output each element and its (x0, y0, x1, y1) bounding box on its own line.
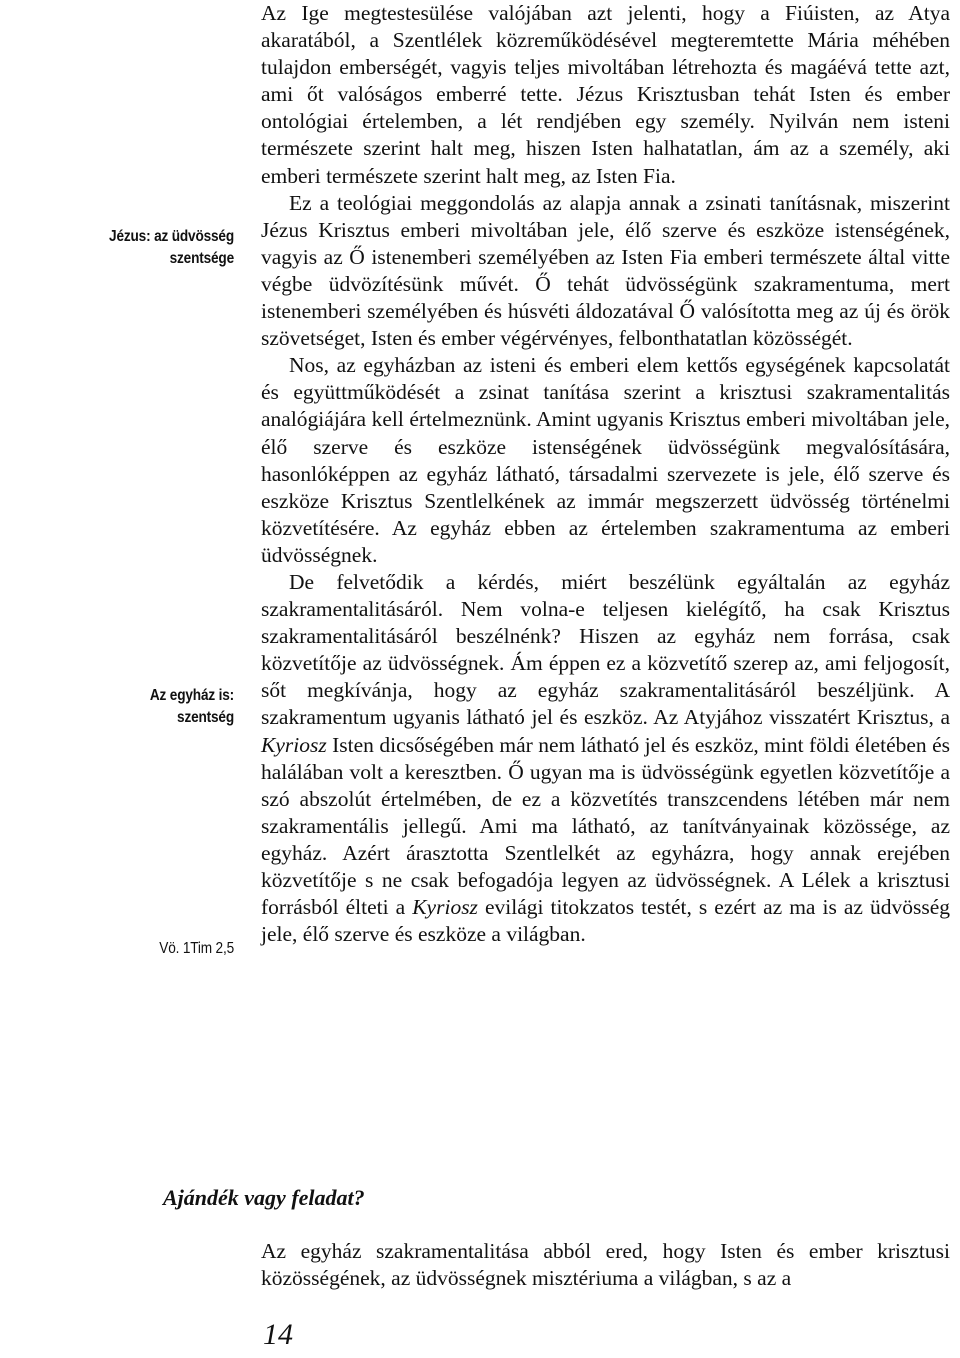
page-number: 14 (263, 1318, 293, 1351)
margin-note-reference (49, 938, 234, 960)
section-paragraph: Az egyház szakramentalitása abból ered, hogy Isten és ember krisztusi közösségének, az üdvösségnek misztériuma a világban, s az a (261, 1239, 950, 1291)
kyriosz-term: Kyriosz (412, 895, 478, 920)
main-text (261, 0, 950, 948)
margin-note-jezus-line2: szentsége (169, 250, 234, 267)
margin-note-jezus-line1: Jézus: az üdvösség (109, 228, 234, 245)
paragraph-4-part-c: evilági titokzatos testét, s ezért az ma is az üdvösség jele, élő szerve és eszköze a világban. (261, 895, 950, 947)
paragraph-2: Ez a teológiai meggondolás az alapja annak a zsinati tanításnak, miszerint Jézus Krisztus emberi mivoltában jele, élő szerve és eszköze istenségének, vagyis az Ő istenemberi személyében az Isten Fia emberi természete által vitte végbe üdvözítésünk művét. Ő tehát üdvösségünk szakramentuma, mert istenemberi személyében és húsvéti áldozatával Ő valósította meg az új és örök szövetséget, Isten és ember végérvényes, felbonthatatlan közösségét. (261, 190, 950, 351)
paragraph-1: Az Ige megtestesülése valójában azt jelenti, hogy a Fiúisten, az Atya akaratából, a Szentlélek közreműködésével megteremtette Mária méhében tulajdon emberségét, vagyis teljes mivoltában létrehozta és magáévá tette azt, ami őt valóságos emberré tette. Jézus Krisztusban tehát Isten és ember ontológiai értelemben, a lét rendjében egy személy. Nyilván nem isteni természete szerint halt meg, hiszen Isten halhatatlan, ám az a személy, aki emberi természete szerint halt meg, az Isten Fia. (261, 1, 950, 188)
section-text (261, 1238, 950, 1292)
margin-note-egyhaz (49, 685, 234, 729)
paragraph-4-part-a: De felvetődik a kérdés, miért beszélünk egyáltalán az egyház szakramentalitásáról. Nem volna-e teljesen kielégítő, ha csak Krisztus szakramentalitásáról beszélnénk? Hiszen az egyház nem forrása, csak közvetítője az üdvösségnek. Ám éppen ez a közvetítő szerep az, ami feljogosít, sőt megkívánja, hogy az egyház szakramentalitásáról beszéljünk. A szakramentum ugyanis látható jel és eszköz. Az Atyjához visszatért Krisztus, a (261, 569, 950, 730)
paragraph-4-part-b: Isten dicsőségében már nem látható jel és eszköz, mint földi életében és halálában volt a keresztben. Ő ugyan ma is üdvösségünk egyetlen közvetítője a szó abszolút értelmében, de ez a közvetítés transzcendens létében már nem szakramentális jellegű. Ami ma látható, az tanítványainak közössége, az egyház. Azért árasztotta Szentlelkét az egyházra, hogy annak erejében közvetítője s ne csak befogadója legyen az üdvösségnek. A Lélek a krisztusi forrásból élteti a (261, 732, 950, 920)
margin-note-jezus (49, 226, 234, 270)
kyriosz-term: Kyriosz (261, 732, 327, 757)
section-title: Ajándék vagy feladat? (163, 1185, 365, 1210)
paragraph-3: Nos, az egyházban az isteni és emberi elem kettős egységének kapcsolatát és együttműködését a zsinat tanítása szerint a krisztusi szakramentalitás analógiájára kell értelmeznünk. Amint ugyanis Krisztus emberi mivoltában jele, élő szerve és eszköze istenségének üdvösségünk megvalósítására, hasonlóképpen az egyház látható, társadalmi szervezete is jele, élő szerve és eszköze Krisztus Szentlelkének az immár megszerzett üdvösség történelmi közvetítésére. Az egyház ebben az értelemben szakramentuma az emberi üdvösségnek. (261, 353, 950, 567)
margin-note-egyhaz-line2: szentség (177, 709, 234, 726)
margin-note-egyhaz-line1: Az egyház is: (149, 687, 234, 704)
paragraph-4 (261, 569, 950, 948)
reference-text: Vö. 1Tim 2,5 (159, 940, 234, 957)
